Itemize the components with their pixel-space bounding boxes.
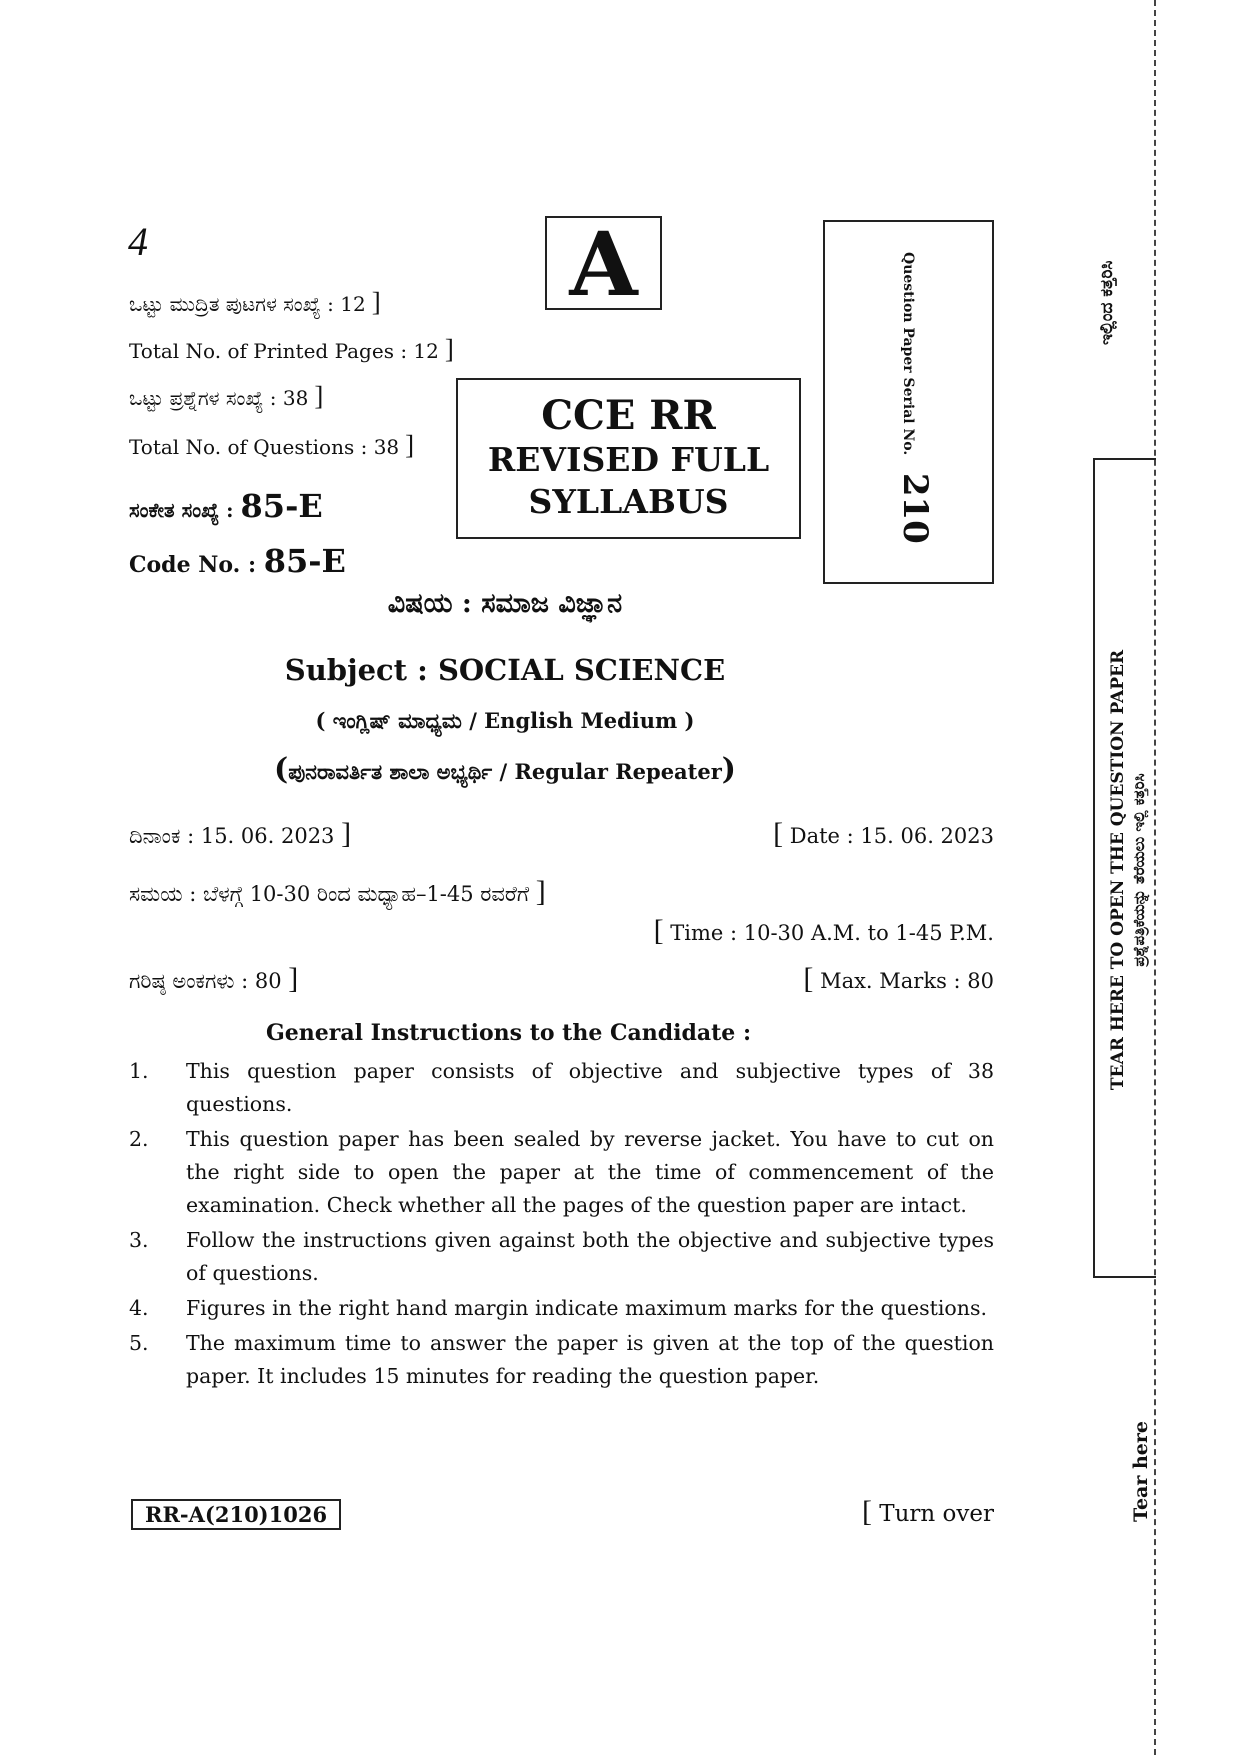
total-questions-kannada <box>129 381 323 412</box>
candidate-type-text: ಪುನರಾವರ್ತಿತ ಶಾಲಾ ಅಭ್ಯರ್ಥಿ / Regular Repeater <box>288 759 722 784</box>
marks-english-text: Max. Marks : 80 <box>820 969 994 993</box>
serial-number-label: Question Paper Serial No. <box>900 252 916 456</box>
turn-over-note <box>862 1495 994 1529</box>
medium-line: ( ಇಂಗ್ಲಿಷ್ ಮಾಧ್ಯಮ / English Medium ) <box>315 708 695 733</box>
marks-kannada <box>129 962 298 996</box>
turn-over-text: Turn over <box>879 1501 994 1527</box>
instruction-item <box>129 1055 994 1121</box>
instruction-text: Figures in the right hand margin indicate maximum marks for the questions. <box>186 1296 988 1320</box>
instruction-text: The maximum time to answer the paper is given at the top of the question paper. It includes 15 minutes for reading the question paper. <box>186 1331 994 1388</box>
serial-number-value: 210 <box>895 472 935 544</box>
instruction-text: This question paper consists of objective and subjective types of 38 questions. <box>186 1059 994 1116</box>
date-kannada-text: ದಿನಾಂಕ : 15. 06. 2023 <box>129 824 335 848</box>
marks-english <box>803 962 994 996</box>
instructions-title: General Instructions to the Candidate : <box>266 1020 752 1046</box>
instruction-item <box>129 1292 994 1325</box>
subject-kannada: ವಿಷಯ : ಸಮಾಜ ವಿಜ್ಞಾನ <box>387 588 623 619</box>
total-questions-kannada-text: ಒಟ್ಟು ಪ್ರಶ್ನೆಗಳ ಸಂಖ್ಯೆ : 38 <box>129 386 309 410</box>
bracket: ] <box>341 817 352 850</box>
instruction-item <box>129 1327 994 1393</box>
printed-pages-english <box>129 334 454 365</box>
serial-number-box <box>823 220 994 584</box>
tear-instruction-kannada: ಪ್ರಶ್ನೆಪತ್ರಿಕೆಯನ್ನು ತೆರೆಯಲು ಇಲ್ಲಿ ಕತ್ತರಿಸಿ <box>1130 773 1148 967</box>
instruction-number: 2. <box>129 1127 149 1151</box>
instruction-item <box>129 1123 994 1222</box>
code-kannada-value: 85-E <box>240 487 323 525</box>
tear-instruction-box <box>1093 458 1156 1278</box>
exam-title-line-1: CCE RR <box>541 392 716 439</box>
tear-instruction-english: TEAR HERE TO OPEN THE QUESTION PAPER <box>1108 649 1128 1091</box>
bracket: ] <box>314 381 324 411</box>
instruction-text: Follow the instructions given against both the objective and subjective types of questions. <box>186 1228 994 1285</box>
exam-title-line-3: SYLLABUS <box>528 482 729 521</box>
code-kannada-label: ಸಂಕೇತ ಸಂಖ್ಯೆ : <box>129 498 234 522</box>
tear-here-label: Tear here <box>1130 1421 1152 1522</box>
tear-here-kannada-top: ಇಲ್ಲಿಂದ ಕತ್ತರಿಸಿ <box>1097 260 1117 345</box>
bracket: [ <box>773 817 784 850</box>
time-kannada <box>129 875 546 909</box>
instruction-number: 1. <box>129 1059 149 1083</box>
printed-pages-kannada <box>129 287 381 318</box>
close-paren: ) <box>721 752 736 787</box>
date-english <box>773 817 994 851</box>
code-number-kannada <box>129 487 323 525</box>
date-kannada <box>129 817 351 851</box>
instruction-number: 5. <box>129 1331 149 1355</box>
serial-number-text <box>895 252 935 544</box>
paper-code-box: RR-A(210)1026 <box>131 1499 341 1530</box>
date-english-text: Date : 15. 06. 2023 <box>789 824 994 848</box>
bracket: ] <box>405 430 415 460</box>
instruction-number: 4. <box>129 1296 149 1320</box>
version-letter-box: A <box>545 216 662 310</box>
exam-title-box <box>456 378 801 539</box>
code-english-label: Code No. : <box>129 552 257 578</box>
instructions-list <box>129 1055 994 1395</box>
bracket: [ <box>803 962 814 995</box>
code-number-english <box>129 542 346 580</box>
total-questions-english-text: Total No. of Questions : 38 <box>129 435 400 459</box>
open-paren: ( <box>273 752 289 787</box>
time-kannada-text: ಸಮಯ : ಬೆಳಗ್ಗೆ 10-30 ರಿಂದ ಮಧ್ಯಾಹ–1-45 ರವರೆಗೆ <box>129 882 530 906</box>
bracket: ] <box>371 287 381 317</box>
bracket: ] <box>288 962 299 995</box>
total-questions-english <box>129 430 414 461</box>
bracket: [ <box>653 914 664 947</box>
bracket: [ <box>861 1495 872 1528</box>
time-english-text: Time : 10-30 A.M. to 1-45 P.M. <box>670 921 994 945</box>
printed-pages-english-text: Total No. of Printed Pages : 12 <box>129 339 439 363</box>
code-english-value: 85-E <box>263 542 346 580</box>
marks-kannada-text: ಗರಿಷ್ಠ ಅಂಕಗಳು : 80 <box>129 969 282 993</box>
time-english <box>654 914 994 948</box>
candidate-type-line <box>0 752 1010 787</box>
page-number: 4 <box>128 219 148 264</box>
bracket: ] <box>535 875 546 908</box>
instruction-text: This question paper has been sealed by reverse jacket. You have to cut on the right side to open the paper at the time of commencement of the examination. Check whether all the pages of the question paper are intact. <box>186 1127 994 1217</box>
subject-english: Subject : SOCIAL SCIENCE <box>284 653 726 687</box>
instruction-item <box>129 1224 994 1290</box>
instruction-number: 3. <box>129 1228 149 1252</box>
bracket: ] <box>444 334 454 364</box>
printed-pages-kannada-text: ಒಟ್ಟು ಮುದ್ರಿತ ಪುಟಗಳ ಸಂಖ್ಯೆ : 12 <box>129 292 366 316</box>
tear-instruction-text <box>1107 470 1149 1270</box>
exam-title-line-2: REVISED FULL <box>487 440 770 479</box>
